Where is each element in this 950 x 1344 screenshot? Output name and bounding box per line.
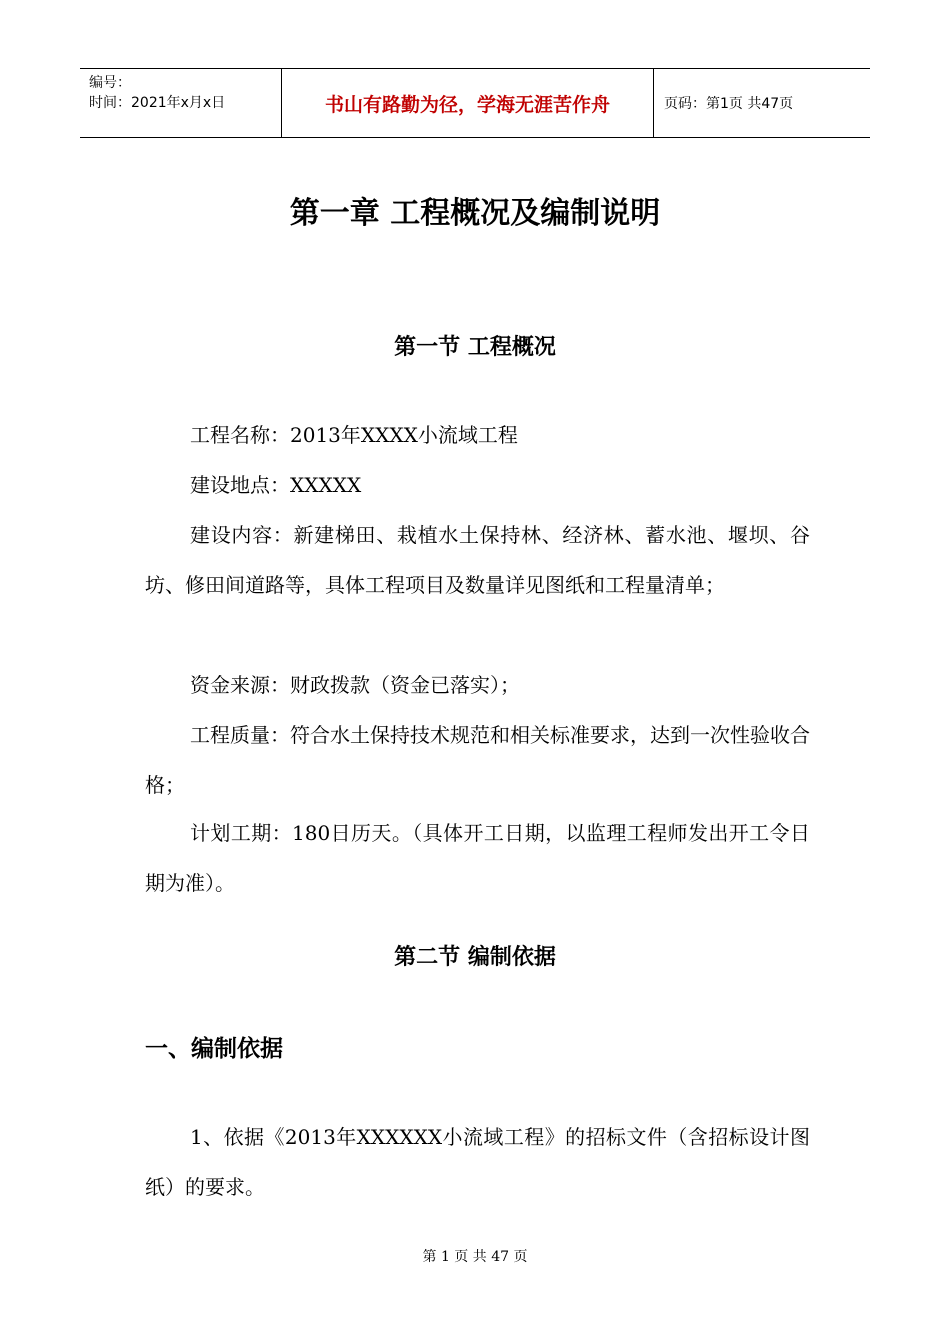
header-page-number: 页码：第1页 共47页 [664,96,794,112]
section-title-overview: 第一节 工程概况 [394,335,556,360]
paragraph-schedule: 计划工期：180日历天。（具体开工日期，以监理工程师发出开工令日期为准）。 [145,821,810,895]
document-number-label: 编号： [89,75,131,91]
paragraph-funding: 资金来源：财政拨款（资金已落实）； [190,673,520,697]
paragraph-location: 建设地点：XXXXX [190,473,362,497]
paragraph-basis-1: 1、依据《2013年XXXXXX小流域工程》的招标文件（含招标设计图纸）的要求。 [145,1125,810,1199]
paragraph-quality: 工程质量：符合水土保持技术规范和相关标准要求，达到一次性验收合格； [145,723,810,797]
paragraph-project-name: 工程名称：2013年XXXX小流域工程 [190,423,518,447]
paragraph-content: 建设内容：新建梯田、栽植水土保持林、经济林、蓄水池、堰坝、谷坊、修田间道路等，具体工程项目及数量详见图纸和工程量清单； [145,523,810,597]
header-motto: 书山有路勤为径，学海无涯苦作舟 [281,69,654,137]
page-header [80,68,870,138]
document-time: 时间：2021年x月x日 [89,95,226,111]
heading-basis: 一、编制依据 [145,1036,283,1062]
chapter-title: 第一章 工程概况及编制说明 [289,196,661,231]
page-footer: 第 1 页 共 47 页 [422,1249,528,1265]
section-title-basis: 第二节 编制依据 [394,945,556,970]
header-meta [80,69,281,137]
